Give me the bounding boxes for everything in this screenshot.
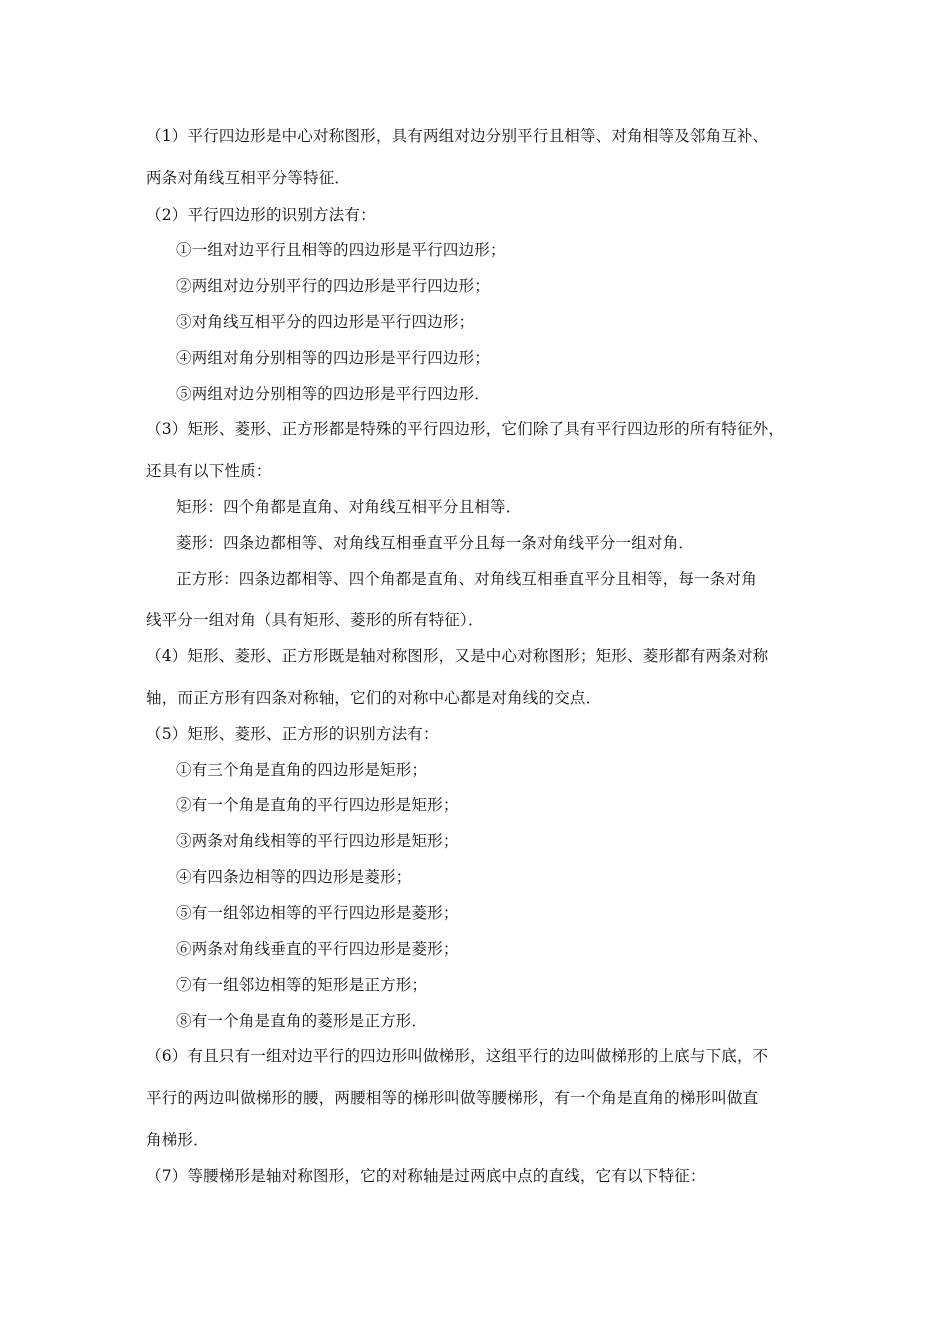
text-line: （7）等腰梯形是轴对称图形，它的对称轴是过两底中点的直线，它有以下特征： (146, 1167, 706, 1185)
list-item: ②有一个角是直角的平行四边形是矩形； (176, 796, 459, 814)
text-line: （6）有且只有一组对边平行的四边形叫做梯形，这组平行的边叫做梯形的上底与下底，不 (146, 1047, 769, 1065)
text-line: （1）平行四边形是中心对称图形，具有两组对边分别平行且相等、对角相等及邻角互补、 (146, 127, 769, 145)
text-line: 轴，而正方形有四条对称轴，它们的对称中心都是对角线的交点． (146, 689, 602, 707)
list-item: ③对角线互相平分的四边形是平行四边形； (176, 313, 475, 331)
list-item: ④两组对角分别相等的四边形是平行四边形； (176, 349, 491, 367)
text-line: 菱形：四条边都相等、对角线互相垂直平分且每一条对角线平分一组对角． (176, 534, 695, 552)
list-item: ①一组对边平行且相等的四边形是平行四边形； (176, 241, 506, 259)
text-line: 角梯形． (146, 1131, 209, 1149)
list-item: ⑤两组对边分别相等的四边形是平行四边形． (176, 385, 491, 403)
text-line: （4）矩形、菱形、正方形既是轴对称图形，又是中心对称图形；矩形、菱形都有两条对称 (146, 647, 769, 665)
list-item: ⑥两条对角线垂直的平行四边形是菱形； (176, 940, 459, 958)
list-item: ⑧有一个角是直角的菱形是正方形． (176, 1012, 428, 1030)
text-line: 正方形：四条边都相等、四个角都是直角、对角线互相垂直平分且相等，每一条对角 (176, 570, 757, 588)
text-line: 线平分一组对角（具有矩形、菱形的所有特征）． (146, 611, 484, 629)
text-line: 还具有以下性质： (146, 462, 272, 480)
text-line: （5）矩形、菱形、正方形的识别方法有： (146, 725, 439, 743)
text-line: （3）矩形、菱形、正方形都是特殊的平行四边形，它们除了具有平行四边形的所有特征外， (146, 420, 785, 438)
list-item: ②两组对边分别平行的四边形是平行四边形； (176, 277, 491, 295)
text-line: （2）平行四边形的识别方法有： (146, 206, 376, 224)
list-item: ⑦有一组邻边相等的矩形是正方形； (176, 976, 428, 994)
text-line: 矩形：四个角都是直角、对角线互相平分且相等． (176, 498, 522, 516)
text-line: 两条对角线互相平分等特征． (146, 169, 351, 187)
list-item: ①有三个角是直角的四边形是矩形； (176, 761, 428, 779)
text-line: 平行的两边叫做梯形的腰，两腰相等的梯形叫做等腰梯形，有一个角是直角的梯形叫做直 (146, 1089, 759, 1107)
list-item: ⑤有一组邻边相等的平行四边形是菱形； (176, 904, 459, 922)
list-item: ④有四条边相等的四边形是菱形； (176, 868, 412, 886)
list-item: ③两条对角线相等的平行四边形是矩形； (176, 832, 459, 850)
